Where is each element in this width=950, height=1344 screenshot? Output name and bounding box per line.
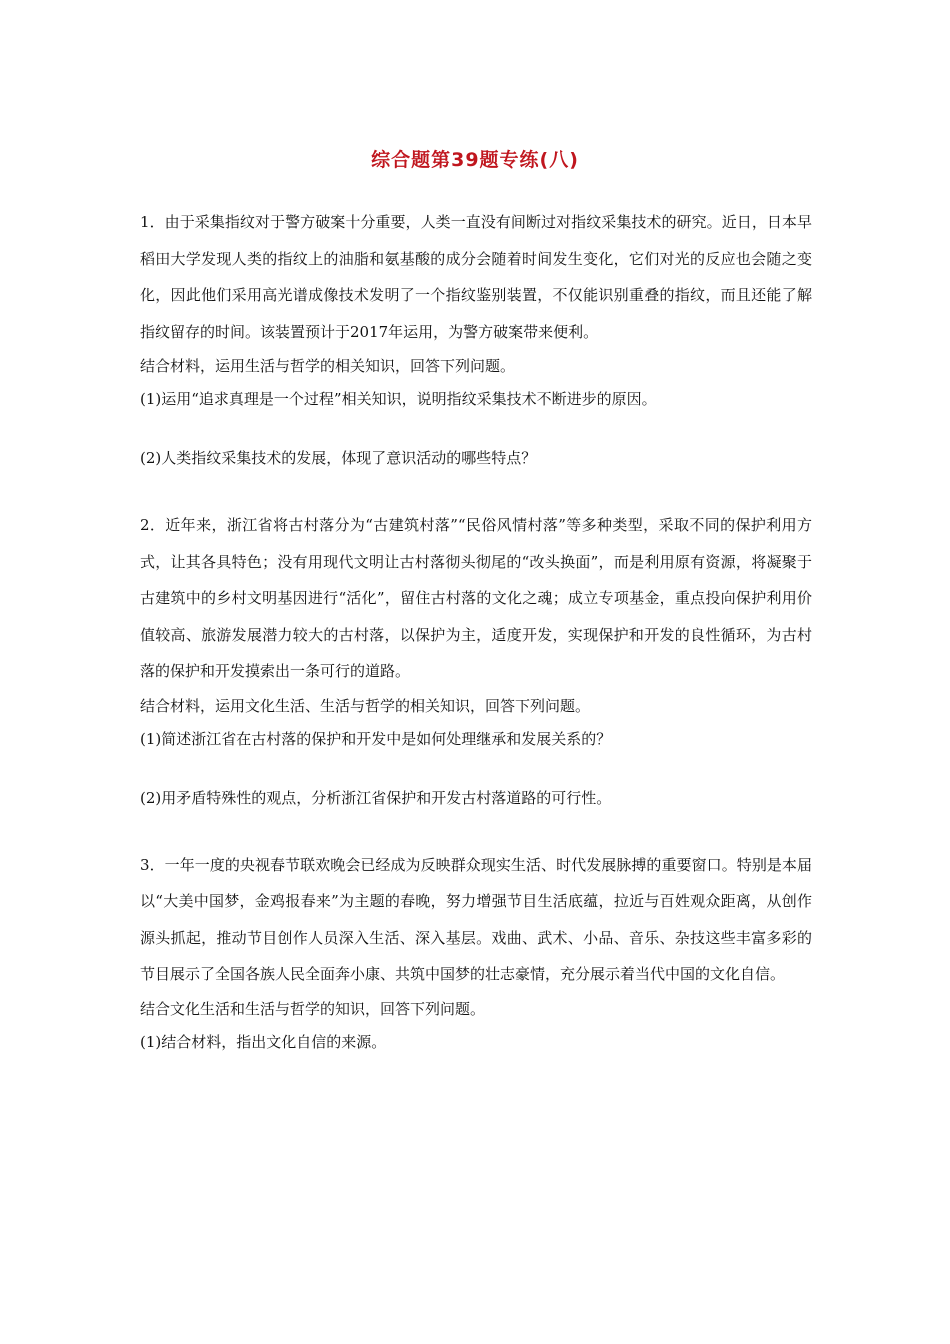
document-body [140,204,812,1059]
question-2-instruction: 结合材料，运用文化生活、生活与哲学的相关知识，回答下列问题。 [140,696,591,715]
question-1-sub-1: (1)运用“追求真理是一个过程”相关知识，说明指纹采集技术不断进步的原因。 [140,390,657,408]
question-2-sub-2: (2)用矛盾特殊性的观点，分析浙江省保护和开发古村落道路的可行性。 [140,788,612,807]
question-1-sub-2: (2)人类指纹采集技术的发展，体现了意识活动的哪些特点？ [140,449,537,467]
question-3-instruction: 结合文化生活和生活与哲学的知识，回答下列问题。 [140,999,486,1018]
question-1-instruction: 结合材料，运用生活与哲学的相关知识，回答下列问题。 [140,357,516,375]
question-2-sub-1: (1)简述浙江省在古村落的保护和开发中是如何处理继承和发展关系的？ [140,729,612,748]
question-2-material: 2．近年来，浙江省将古村落分为“古建筑村落”“民俗风情村落”等多种类型，采取不同的保护利用方式，让其各具特色；没有用现代文明让古村落彻头彻尾的“改头换面”，而是利用原有资源，将凝聚于古建筑中的乡村文明基因进行“活化”，留住古村落的文化之魂；成立专项基金，重点投向保护利用价值较高、旅游发展潜力较大的古村落，以保护为主，适度开发，实现保护和开发的良性循环，为古村落的保护和开发摸索出一条可行的道路。 [140,516,812,680]
question-1-material: 1．由于采集指纹对于警方破案十分重要，人类一直没有间断过对指纹采集技术的研究。近日，日本早稻田大学发现人类的指纹上的油脂和氨基酸的成分会随着时间发生变化，它们对光的反应也会随之变化，因此他们采用高光谱成像技术发明了一个指纹鉴别装置，不仅能识别重叠的指纹，而且还能了解指纹留存的时间。该装置预计于2017年运用，为警方破案带来便利。 [140,213,812,341]
question-3-material: 3．一年一度的央视春节联欢晚会已经成为反映群众现实生活、时代发展脉搏的重要窗口。特别是本届以“大美中国梦，金鸡报春来”为主题的春晚，努力增强节目生活底蕴，拉近与百姓观众距离，从创作源头抓起，推动节目创作人员深入生活、深入基层。戏曲、武术、小品、音乐、杂技这些丰富多彩的节目展示了全国各族人民全面奔小康、共筑中国梦的壮志豪情，充分展示着当代中国的文化自信。 [140,855,812,983]
question-3-sub-1: (1)结合材料，指出文化自信的来源。 [140,1032,387,1051]
page-title: 综合题第39题专练(八) [371,149,579,171]
